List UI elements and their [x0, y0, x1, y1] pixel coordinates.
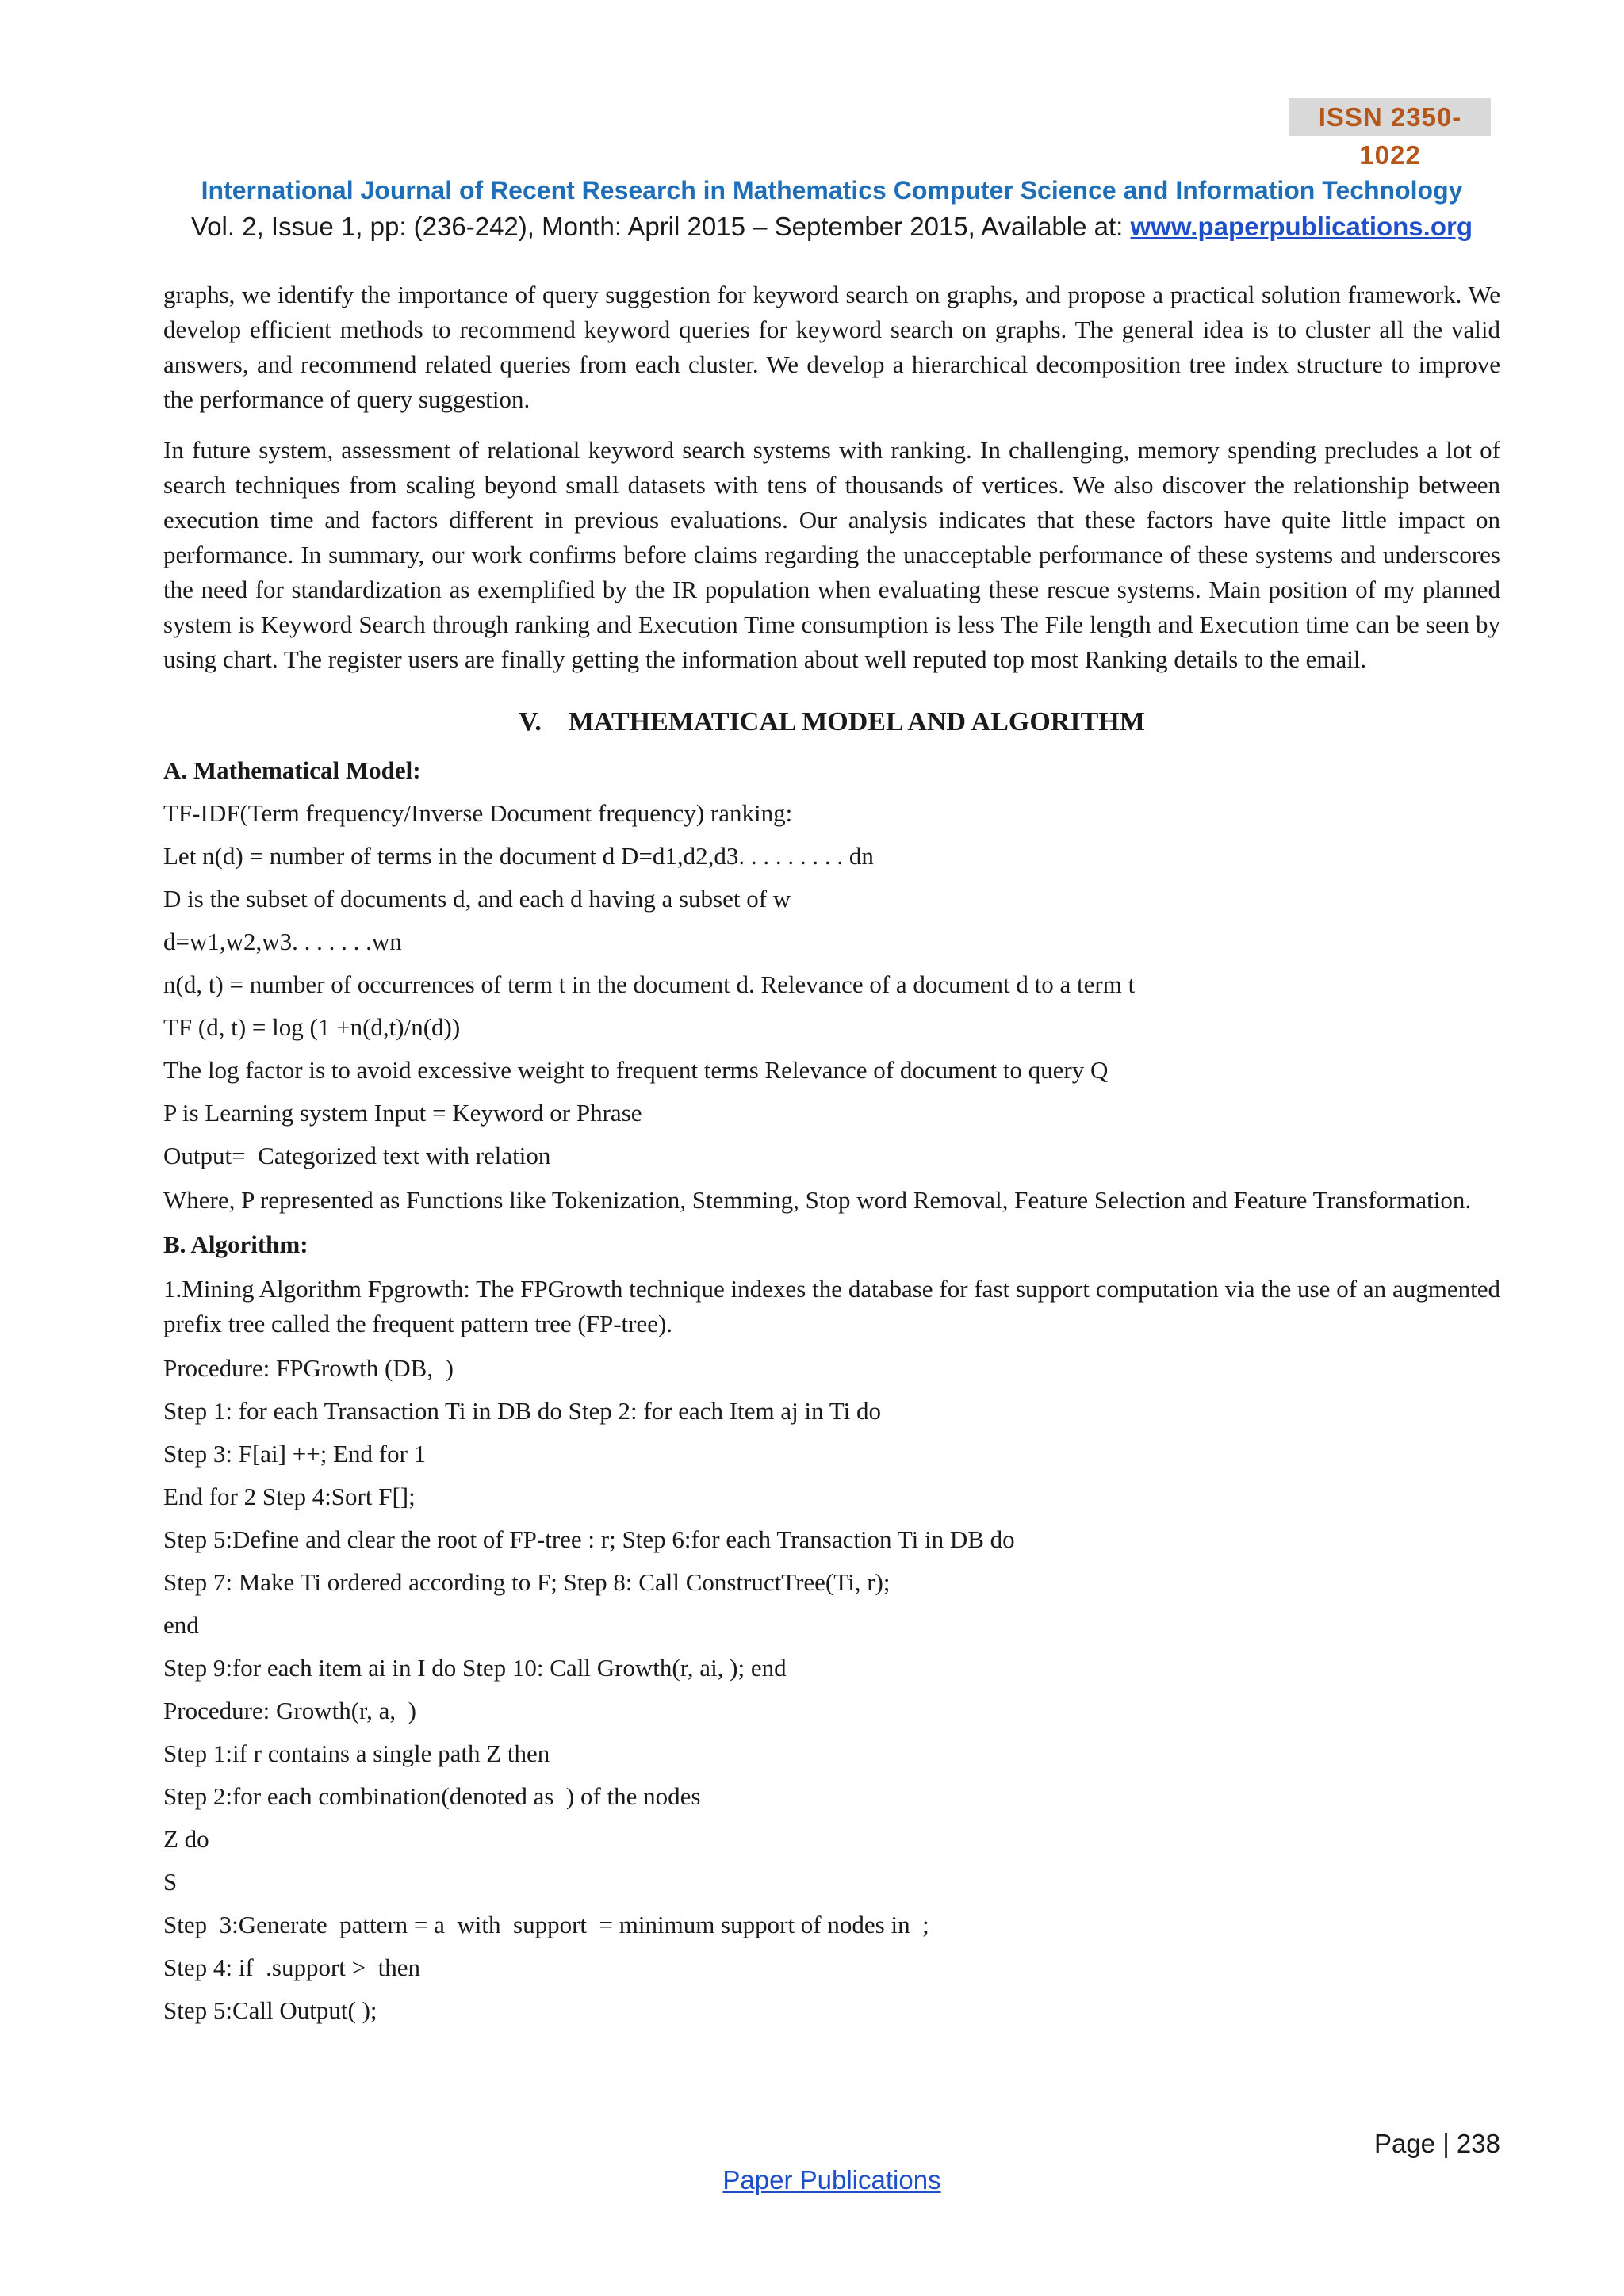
- subheading-algorithm: B. Algorithm:: [163, 1230, 308, 1258]
- model-line: n(d, t) = number of occurrences of term t in the document d. Relevance of a document d to a term t: [163, 970, 1136, 998]
- journal-meta-text: Vol. 2, Issue 1, pp: (236-242), Month: April 2015 – September 2015, Available at:: [191, 212, 1131, 241]
- article-body: [163, 277, 1500, 2038]
- model-where: Where, P represented as Functions like Tokenization, Stemming, Stop word Removal, Feature Selection and Feature Transformation.: [163, 1186, 1472, 1214]
- algorithm-line: Step 5:Call Output( );: [163, 1996, 377, 2024]
- page-number: Page | 238: [1373, 2129, 1500, 2158]
- body-paragraph: graphs, we identify the importance of query suggestion for keyword search on graphs, and propose a practical solution framework. We develop efficient methods to recommend keyword queries for keyword search on graphs. The general idea is to cluster all the valid answers, and recommend related queries from each cluster. We develop a hierarchical decomposition tree index structure to improve the performance of query suggestion.: [163, 281, 1500, 413]
- algorithm-line: S: [163, 1868, 178, 1896]
- publisher-link[interactable]: Paper Publications: [722, 2165, 941, 2195]
- issn-badge: ISSN 2350-1022: [1289, 98, 1491, 136]
- algorithm-line: Procedure: FPGrowth (DB, ): [163, 1354, 454, 1382]
- model-line: P is Learning system Input = Keyword or Phrase: [163, 1099, 642, 1127]
- algorithm-line: Step 4: if .support > then: [163, 1954, 421, 1981]
- algorithm-line: Step 2:for each combination(denoted as ) of the nodes: [163, 1782, 701, 1810]
- journal-meta: [163, 209, 1500, 244]
- model-line: Let n(d) = number of terms in the document d D=d1,d2,d3. . . . . . . . . dn: [163, 842, 874, 870]
- algorithm-line: Step 3:Generate pattern = a with support = minimum support of nodes in ;: [163, 1911, 929, 1938]
- journal-website-link[interactable]: www.paperpublications.org: [1130, 212, 1473, 241]
- algorithm-line: Step 7: Make Ti ordered according to F; Step 8: Call ConstructTree(Ti, r);: [163, 1568, 891, 1596]
- footer: [163, 2163, 1500, 2198]
- algorithm-line: end: [163, 1611, 199, 1639]
- algorithm-line: Step 3: F[ai] ++; End for 1: [163, 1440, 427, 1468]
- body-paragraph: In future system, assessment of relational keyword search systems with ranking. In challenging, memory spending precludes a lot of search techniques from scaling beyond small datasets with tens of thousands of vertices. We also discover the relationship between execution time and factors different in previous evaluations. Our analysis indicates that these factors have quite little impact on performance. In summary, our work confirms before claims regarding the unacceptable performance of these systems and underscores the need for standardization as exemplified by the IR population when evaluating these rescue systems. Main position of my planned system is Keyword Search through ranking and Execution Time consumption is less The File length and Execution time can be seen by using chart. The register users are finally getting the information about well reputed top most Ranking details to the email.: [163, 436, 1500, 673]
- journal-title: International Journal of Recent Research in Mathematics Computer Science and Information Technology: [201, 176, 1463, 205]
- algorithm-intro: 1.Mining Algorithm Fpgrowth: The FPGrowth technique indexes the database for fast support computation via the use of an augmented prefix tree called the frequent pattern tree (FP-tree).: [163, 1275, 1500, 1337]
- model-line: TF (d, t) = log (1 +n(d,t)/n(d)): [163, 1013, 461, 1041]
- algorithm-line: Step 9:for each item ai in I do Step 10: Call Growth(r, ai, ); end: [163, 1654, 787, 1682]
- algorithm-line: Step 5:Define and clear the root of FP-tree : r; Step 6:for each Transaction Ti in DB do: [163, 1525, 1015, 1553]
- algorithm-line: Step 1:if r contains a single path Z then: [163, 1739, 550, 1767]
- model-line: D is the subset of documents d, and each d having a subset of w: [163, 885, 791, 913]
- model-line: The log factor is to avoid excessive weight to frequent terms Relevance of document to query Q: [163, 1056, 1109, 1084]
- model-line: TF-IDF(Term frequency/Inverse Document frequency) ranking:: [163, 799, 793, 827]
- algorithm-line: Procedure: Growth(r, a, ): [163, 1697, 416, 1724]
- section-heading: V. MATHEMATICAL MODEL AND ALGORITHM: [519, 707, 1145, 737]
- model-line: Output= Categorized text with relation: [163, 1142, 551, 1169]
- algorithm-line: Z do: [163, 1825, 209, 1853]
- model-line: d=w1,w2,w3. . . . . . .wn: [163, 928, 402, 955]
- algorithm-line: End for 2 Step 4:Sort F[];: [163, 1483, 416, 1510]
- subheading-mathematical-model: A. Mathematical Model:: [163, 756, 421, 784]
- algorithm-line: Step 1: for each Transaction Ti in DB do Step 2: for each Item aj in Ti do: [163, 1397, 881, 1425]
